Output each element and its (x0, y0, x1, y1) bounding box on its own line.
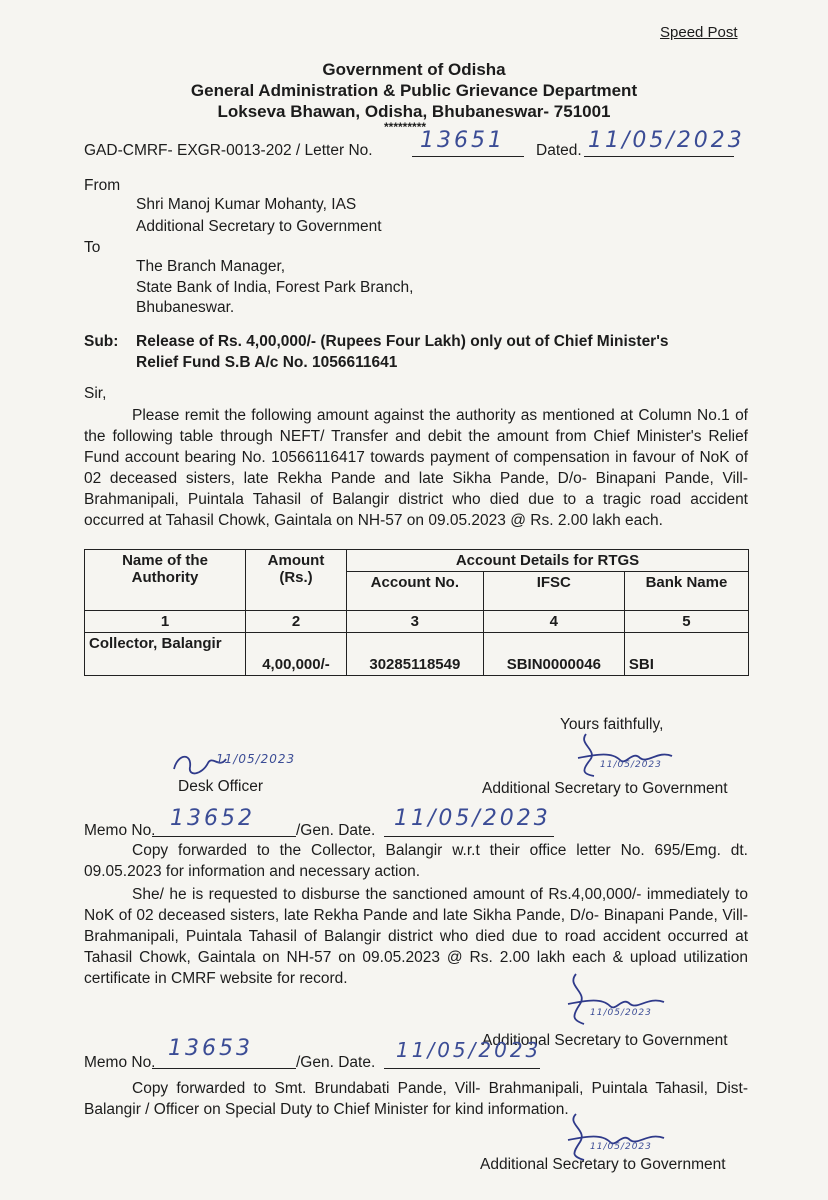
memo1-date-handwritten: 11/05/2023 (394, 806, 551, 831)
header-government: Government of Odisha (322, 60, 506, 79)
letter-number-handwritten: 13651 (420, 128, 505, 153)
memo2-date-handwritten: 11/05/2023 (396, 1038, 542, 1062)
memo1-para1: Copy forwarded to the Collector, Balangir w.r.t their office letter No. 695/Emg. dt. 09.05.2023 for information and necessary action. (84, 842, 748, 880)
from-name: Shri Manoj Kumar Mohanty, IAS (136, 196, 357, 213)
memo2-gen-date-label: /Gen. Date. (296, 1054, 376, 1071)
yours-faithfully: Yours faithfully, (560, 716, 664, 733)
col-number: 3 (347, 611, 484, 633)
memo1-signatory: Additional Secretary to Government (482, 1032, 728, 1049)
memo1-label: Memo No. (84, 822, 156, 839)
reference-prefix: GAD-CMRF- EXGR-0013-202 / Letter No. (84, 142, 373, 159)
header-stars: ********* (384, 120, 427, 134)
rtgs-table (84, 549, 749, 676)
to-line3: Bhubaneswar. (136, 299, 235, 316)
header-bank-name: Bank Name (624, 572, 748, 611)
to-line2: State Bank of India, Forest Park Branch, (136, 279, 414, 296)
cell-authority: Collector, Balangir (85, 633, 246, 676)
cell-amount: 4,00,000/- (246, 633, 347, 676)
signature-1 (568, 730, 688, 780)
subject-line1: Release of Rs. 4,00,000/- (Rupees Four Lakh) only out of Chief Minister's (136, 333, 669, 350)
from-label: From (84, 177, 121, 194)
body-paragraph: Please remit the following amount against the authority as mentioned at Column No.1 of the following table through NEFT/ Transfer and debit the amount from Chief Minister's Relief Fund account bearing No. 10566116417 towards payment of compensation in favour of NoK of 02 deceased sisters, late Rekha Pande and late Sikha Pande, D/o- Binapani Pande, Vill- Brahmanipali, Puintala Tahasil of Balangir district who died due to a tragic road accident occurred at Tahasil Chowk, Gaintala on NH-57 on 09.05.2023 @ Rs. 2.00 lakh each. (84, 407, 748, 529)
date-handwritten: 11/05/2023 (588, 128, 745, 153)
cell-ifsc: SBIN0000046 (483, 633, 624, 676)
memo2-signatory: Additional Secretary to Government (480, 1156, 726, 1173)
cell-account-no: 30285118549 (347, 633, 484, 676)
desk-officer-label: Desk Officer (178, 778, 263, 795)
desk-officer-sign-date: 11/05/2023 (216, 752, 296, 766)
header-account-details: Account Details for RTGS (347, 550, 749, 572)
memo2-number-handwritten: 13653 (168, 1036, 253, 1061)
col-number: 2 (246, 611, 347, 633)
memo1-para2: She/ he is requested to disburse the sanctioned amount of Rs.4,00,000/- immediately to NoK of 02 deceased sisters, late Rekha Pande and late Sikha Pande, D/o- Binapani Pande, Vill- Brahmanipali, Puintala Tahasil of Balangir district who died due to road accident occurred at Tahasil Chowk, Gaintala on NH-57 on 09.05.2023 @ Rs. 2.00 lakh each & upload utilization certificate in CMRF website for record. (84, 886, 748, 987)
dated-label: Dated. (536, 142, 582, 159)
col-number: 5 (624, 611, 748, 633)
signature-2 (560, 970, 680, 1030)
memo2-para: Copy forwarded to Smt. Brundabati Pande, Vill- Brahmanipali, Puintala Tahasil, Dist- Balangir / Officer on Special Duty to Chief Minister for kind information. (84, 1080, 748, 1118)
cell-bank: SBI (624, 633, 748, 676)
subject-label: Sub: (84, 333, 119, 350)
header-authority: Name of the Authority (85, 550, 246, 611)
signature-1-date: 11/05/2023 (600, 760, 662, 770)
additional-secretary-label: Additional Secretary to Government (482, 780, 728, 797)
from-designation: Additional Secretary to Government (136, 218, 382, 235)
header-account-no: Account No. (347, 572, 484, 611)
to-line1: The Branch Manager, (136, 258, 286, 275)
speed-post-label: Speed Post (660, 24, 738, 41)
header-department: General Administration & Public Grievance Department (190, 81, 638, 100)
memo1-gen-date-label: /Gen. Date. (296, 822, 376, 839)
subject-line2: Relief Fund S.B A/c No. 1056611641 (136, 354, 398, 371)
col-number: 4 (483, 611, 624, 633)
col-number: 1 (85, 611, 246, 633)
signature-2-date: 11/05/2023 (590, 1008, 652, 1018)
salutation: Sir, (84, 385, 107, 402)
to-label: To (84, 239, 101, 256)
header-amount: Amount (Rs.) (246, 550, 347, 611)
signature-3-date: 11/05/2023 (590, 1142, 652, 1152)
header-address: Lokseva Bhawan, Odisha, Bhubaneswar- 751001 (217, 102, 611, 121)
memo2-label: Memo No. (84, 1054, 156, 1071)
table-row (85, 633, 749, 676)
header-ifsc: IFSC (483, 572, 624, 611)
memo1-number-handwritten: 13652 (170, 806, 255, 831)
